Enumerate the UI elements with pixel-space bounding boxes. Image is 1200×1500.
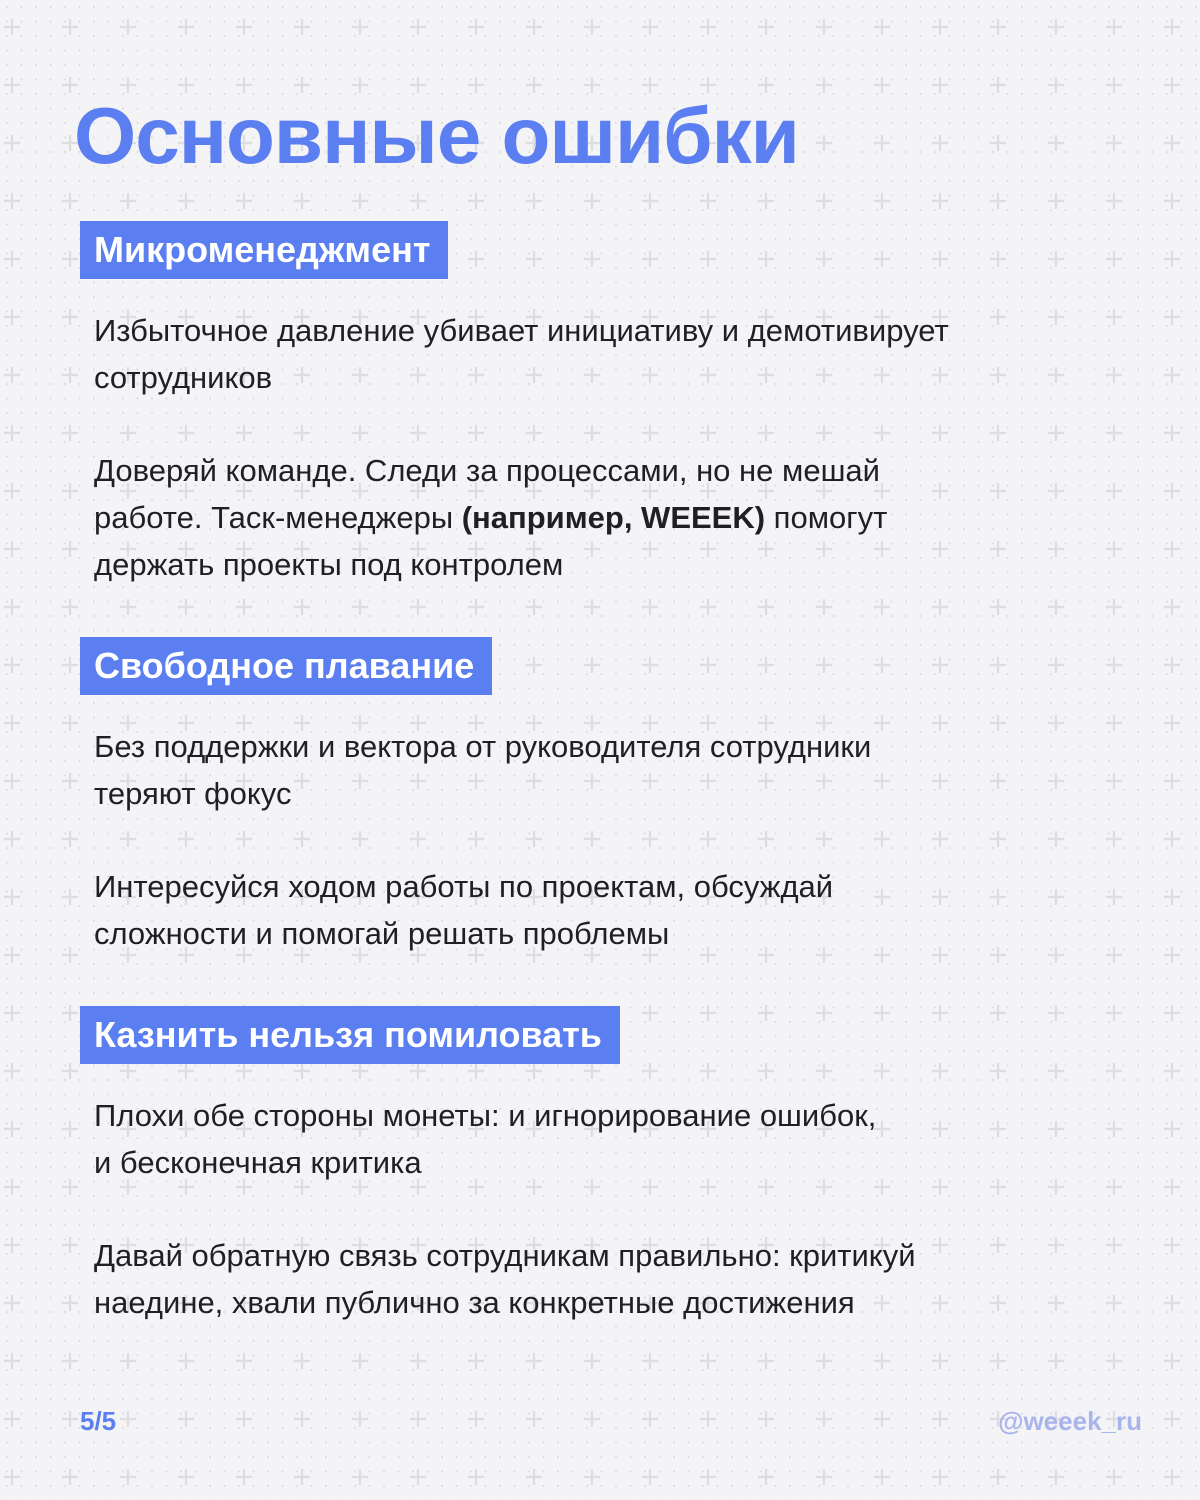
text-line: Избыточное давление убивает инициативу и демотивирует bbox=[94, 313, 949, 348]
section-label: Свободное плавание bbox=[80, 637, 492, 695]
problem-text bbox=[80, 723, 1104, 817]
bold-example-text: (например, WEEEK) bbox=[461, 500, 766, 535]
problem-text bbox=[80, 1092, 1104, 1186]
text-line: теряют фокус bbox=[94, 776, 292, 811]
text-segment: работе. Таск-менеджеры bbox=[94, 500, 462, 535]
advice-text bbox=[80, 1232, 1104, 1326]
section-label: Микроменеджмент bbox=[80, 221, 448, 279]
text-line: Интересуйся ходом работы по проектам, обсуждай bbox=[94, 869, 834, 904]
section-execute-pardon bbox=[80, 1006, 1120, 1326]
section-free-floating bbox=[80, 637, 1120, 957]
text-line: Давай обратную связь сотрудникам правильно: критикуй bbox=[94, 1238, 916, 1273]
text-line: Без поддержки и вектора от руководителя сотрудники bbox=[94, 729, 872, 764]
advice-text bbox=[80, 863, 1104, 957]
text-segment: помогут bbox=[765, 500, 888, 535]
text-line: сложности и помогай решать проблемы bbox=[94, 916, 670, 951]
text-line: Плохи обе стороны монеты: и игнорирование ошибок, bbox=[94, 1098, 877, 1133]
section-label: Казнить нельзя помиловать bbox=[80, 1006, 620, 1064]
advice-text bbox=[80, 447, 1104, 588]
page-title: Основные ошибки bbox=[74, 91, 799, 180]
text-line: наедине, хвали публично за конкретные достижения bbox=[94, 1285, 855, 1320]
section-micromanagement bbox=[80, 221, 1120, 588]
text-line bbox=[94, 494, 1104, 541]
account-handle: @weeek_ru bbox=[998, 1406, 1142, 1436]
text-line: и бесконечная критика bbox=[94, 1145, 422, 1180]
page-counter: 5/5 bbox=[80, 1406, 117, 1436]
text-line: сотрудников bbox=[94, 360, 273, 395]
problem-text bbox=[80, 307, 1104, 401]
text-line: держать проекты под контролем bbox=[94, 547, 564, 582]
text-line: Доверяй команде. Следи за процессами, но не мешай bbox=[94, 453, 880, 488]
